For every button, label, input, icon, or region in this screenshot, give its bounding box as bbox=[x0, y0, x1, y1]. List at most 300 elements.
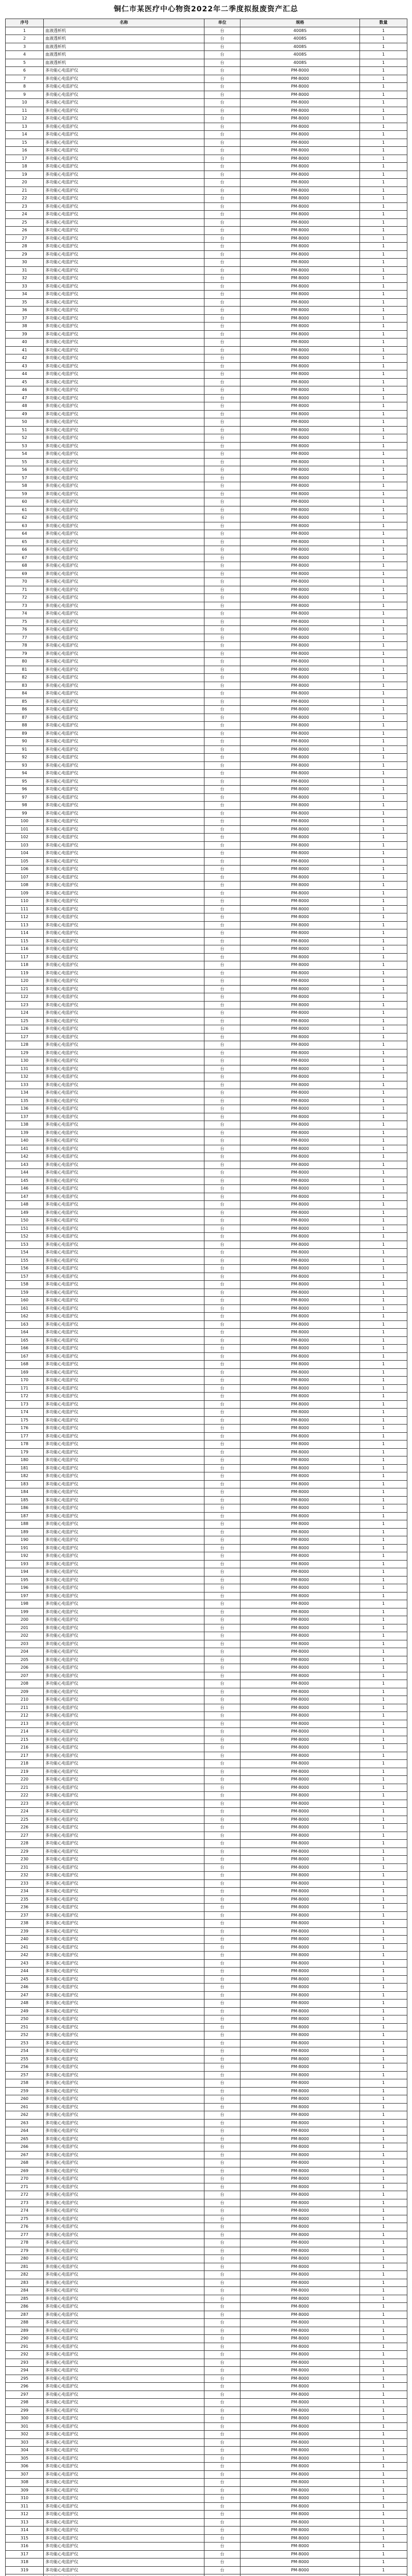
cell-unit: 台 bbox=[204, 2534, 241, 2543]
cell-unit: 台 bbox=[204, 666, 241, 674]
cell-unit: 台 bbox=[204, 698, 241, 706]
table-row bbox=[6, 83, 407, 91]
cell-spec: PM-8000 bbox=[241, 1624, 360, 1632]
cell-unit: 台 bbox=[204, 43, 241, 51]
table-row bbox=[6, 243, 407, 251]
cell-qty: 1 bbox=[360, 913, 407, 922]
table-row bbox=[6, 1137, 407, 1145]
cell-no: 48 bbox=[6, 402, 44, 411]
cell-unit: 台 bbox=[204, 250, 241, 259]
cell-unit: 台 bbox=[204, 1672, 241, 1680]
table-row bbox=[6, 1832, 407, 1840]
cell-no: 214 bbox=[6, 1728, 44, 1736]
cell-unit: 台 bbox=[204, 714, 241, 722]
cell-qty: 1 bbox=[360, 1888, 407, 1896]
table-row bbox=[6, 1472, 407, 1481]
cell-qty: 1 bbox=[360, 43, 407, 51]
table-row bbox=[6, 570, 407, 578]
cell-name: 多功能心电监护仪 bbox=[44, 2015, 204, 2024]
cell-unit: 台 bbox=[204, 866, 241, 874]
cell-qty: 1 bbox=[360, 2231, 407, 2239]
table-row bbox=[6, 1113, 407, 1121]
cell-name: 多功能心电监护仪 bbox=[44, 969, 204, 977]
cell-name: 多功能心电监护仪 bbox=[44, 777, 204, 786]
cell-name: 多功能心电监护仪 bbox=[44, 1984, 204, 1992]
cell-name: 多功能心电监护仪 bbox=[44, 1848, 204, 1856]
cell-spec: PM-8000 bbox=[241, 1936, 360, 1944]
table-row bbox=[6, 1792, 407, 1800]
cell-qty: 1 bbox=[360, 1049, 407, 1057]
cell-name: 多功能心电监护仪 bbox=[44, 147, 204, 155]
cell-unit: 台 bbox=[204, 2447, 241, 2455]
cell-name: 多功能心电监护仪 bbox=[44, 1911, 204, 1920]
cell-spec: PM-8000 bbox=[241, 1696, 360, 1704]
cell-name: 多功能心电监护仪 bbox=[44, 1368, 204, 1377]
header-name: 名称 bbox=[44, 19, 204, 27]
table-row bbox=[6, 1856, 407, 1864]
cell-spec: PM-8000 bbox=[241, 243, 360, 251]
cell-spec: PM-8000 bbox=[241, 2143, 360, 2151]
cell-name: 多功能心电监护仪 bbox=[44, 2470, 204, 2479]
cell-unit: 台 bbox=[204, 202, 241, 211]
cell-no: 147 bbox=[6, 1193, 44, 1201]
cell-no: 102 bbox=[6, 834, 44, 842]
cell-name: 多功能心电监护仪 bbox=[44, 1879, 204, 1888]
cell-spec: PM-8000 bbox=[241, 1416, 360, 1425]
cell-spec: PM-8000 bbox=[241, 1472, 360, 1481]
cell-name: 多功能心电监护仪 bbox=[44, 706, 204, 714]
cell-no: 289 bbox=[6, 2327, 44, 2335]
table-row bbox=[6, 378, 407, 386]
cell-spec: PM-8000 bbox=[241, 155, 360, 163]
cell-unit: 台 bbox=[204, 1432, 241, 1440]
cell-no: 33 bbox=[6, 282, 44, 291]
cell-no: 131 bbox=[6, 1065, 44, 1073]
cell-qty: 1 bbox=[360, 1688, 407, 1696]
cell-name: 多功能心电监护仪 bbox=[44, 1808, 204, 1816]
cell-name: 多功能心电监护仪 bbox=[44, 1425, 204, 1433]
cell-unit: 台 bbox=[204, 897, 241, 906]
cell-unit: 台 bbox=[204, 873, 241, 882]
cell-qty: 1 bbox=[360, 2199, 407, 2207]
cell-no: 11 bbox=[6, 107, 44, 115]
cell-qty: 1 bbox=[360, 1273, 407, 1281]
cell-spec: PM-8000 bbox=[241, 1440, 360, 1449]
cell-qty: 1 bbox=[360, 1528, 407, 1536]
cell-spec: PM-8000 bbox=[241, 195, 360, 203]
cell-qty: 1 bbox=[360, 2319, 407, 2327]
cell-unit: 台 bbox=[204, 1592, 241, 1600]
cell-qty: 1 bbox=[360, 1448, 407, 1456]
cell-name: 多功能心电监护仪 bbox=[44, 1472, 204, 1481]
cell-name: 多功能心电监护仪 bbox=[44, 2327, 204, 2335]
cell-name: 多功能心电监护仪 bbox=[44, 370, 204, 379]
cell-name: 多功能心电监护仪 bbox=[44, 2479, 204, 2487]
cell-name: 多功能心电监护仪 bbox=[44, 155, 204, 163]
table-row bbox=[6, 2479, 407, 2487]
table-row bbox=[6, 1504, 407, 1513]
cell-spec: PM-8000 bbox=[241, 674, 360, 682]
cell-unit: 台 bbox=[204, 1816, 241, 1824]
cell-name: 多功能心电监护仪 bbox=[44, 1576, 204, 1584]
cell-qty: 1 bbox=[360, 227, 407, 235]
cell-spec: PM-8000 bbox=[241, 1728, 360, 1736]
cell-spec: PM-8000 bbox=[241, 1736, 360, 1744]
cell-spec: PM-8000 bbox=[241, 362, 360, 370]
cell-spec: PM-8000 bbox=[241, 562, 360, 570]
table-row bbox=[6, 51, 407, 59]
cell-no: 295 bbox=[6, 2375, 44, 2383]
cell-spec: PM-8000 bbox=[241, 1313, 360, 1321]
cell-unit: 台 bbox=[204, 802, 241, 810]
cell-unit: 台 bbox=[204, 1792, 241, 1800]
table-row bbox=[6, 698, 407, 706]
cell-no: 304 bbox=[6, 2447, 44, 2455]
cell-unit: 台 bbox=[204, 618, 241, 626]
cell-no: 79 bbox=[6, 650, 44, 658]
cell-unit: 台 bbox=[204, 969, 241, 977]
table-row bbox=[6, 634, 407, 642]
cell-spec: PM-8000 bbox=[241, 818, 360, 826]
table-row bbox=[6, 1432, 407, 1440]
cell-no: 88 bbox=[6, 722, 44, 730]
cell-no: 159 bbox=[6, 1289, 44, 1297]
cell-qty: 1 bbox=[360, 554, 407, 562]
table-row bbox=[6, 993, 407, 1002]
cell-name: 多功能心电监护仪 bbox=[44, 1863, 204, 1872]
cell-name: 多功能心电监护仪 bbox=[44, 1616, 204, 1624]
cell-unit: 台 bbox=[204, 1863, 241, 1872]
cell-spec: PM-8000 bbox=[241, 1616, 360, 1624]
cell-qty: 1 bbox=[360, 275, 407, 283]
cell-qty: 1 bbox=[360, 1089, 407, 1097]
cell-no: 285 bbox=[6, 2295, 44, 2303]
cell-spec: PM-8000 bbox=[241, 2079, 360, 2088]
cell-no: 98 bbox=[6, 802, 44, 810]
cell-unit: 台 bbox=[204, 1872, 241, 1880]
table-row bbox=[6, 1105, 407, 1113]
cell-no: 43 bbox=[6, 362, 44, 370]
cell-spec: PM-8000 bbox=[241, 1241, 360, 1249]
table-row bbox=[6, 2311, 407, 2319]
cell-name: 多功能心电监护仪 bbox=[44, 275, 204, 283]
cell-spec: PM-8000 bbox=[241, 91, 360, 99]
cell-qty: 1 bbox=[360, 1137, 407, 1145]
table-row bbox=[6, 953, 407, 961]
cell-unit: 台 bbox=[204, 1856, 241, 1864]
cell-name: 多功能心电监护仪 bbox=[44, 945, 204, 954]
cell-name: 多功能心电监护仪 bbox=[44, 809, 204, 818]
table-row bbox=[6, 722, 407, 730]
cell-spec: PM-8000 bbox=[241, 2231, 360, 2239]
cell-qty: 1 bbox=[360, 1895, 407, 1904]
cell-unit: 台 bbox=[204, 1512, 241, 1520]
cell-no: 251 bbox=[6, 2023, 44, 2031]
cell-no: 243 bbox=[6, 1959, 44, 1968]
cell-spec: PM-8000 bbox=[241, 202, 360, 211]
cell-name: 多功能心电监护仪 bbox=[44, 1520, 204, 1529]
cell-name: 多功能心电监护仪 bbox=[44, 802, 204, 810]
cell-qty: 1 bbox=[360, 2391, 407, 2399]
cell-unit: 台 bbox=[204, 1241, 241, 1249]
cell-unit: 台 bbox=[204, 243, 241, 251]
cell-no: 69 bbox=[6, 570, 44, 578]
table-row bbox=[6, 1888, 407, 1896]
cell-qty: 1 bbox=[360, 1033, 407, 1041]
table-row bbox=[6, 913, 407, 922]
table-row bbox=[6, 1520, 407, 1529]
cell-unit: 台 bbox=[204, 1289, 241, 1297]
table-row bbox=[6, 530, 407, 538]
cell-name: 多功能心电监护仪 bbox=[44, 1991, 204, 1999]
cell-qty: 1 bbox=[360, 897, 407, 906]
cell-no: 38 bbox=[6, 323, 44, 331]
table-row bbox=[6, 857, 407, 866]
cell-name: 多功能心电监护仪 bbox=[44, 307, 204, 315]
cell-name: 多功能心电监护仪 bbox=[44, 1464, 204, 1472]
cell-spec: PM-8000 bbox=[241, 2167, 360, 2175]
table-row bbox=[6, 1057, 407, 1065]
cell-no: 185 bbox=[6, 1496, 44, 1504]
cell-qty: 1 bbox=[360, 1073, 407, 1081]
cell-spec: PM-8000 bbox=[241, 642, 360, 650]
cell-qty: 1 bbox=[360, 1400, 407, 1409]
table-row bbox=[6, 850, 407, 858]
table-row bbox=[6, 2087, 407, 2095]
table-row bbox=[6, 139, 407, 147]
cell-name: 多功能心电监护仪 bbox=[44, 1009, 204, 1018]
cell-no: 72 bbox=[6, 594, 44, 602]
cell-name: 多功能心电监护仪 bbox=[44, 1320, 204, 1329]
cell-name: 多功能心电监护仪 bbox=[44, 1544, 204, 1552]
cell-qty: 1 bbox=[360, 2518, 407, 2527]
cell-name: 血液透析机 bbox=[44, 43, 204, 51]
cell-qty: 1 bbox=[360, 1209, 407, 1217]
cell-name: 多功能心电监护仪 bbox=[44, 857, 204, 866]
table-row bbox=[6, 1161, 407, 1169]
cell-name: 多功能心电监护仪 bbox=[44, 91, 204, 99]
cell-no: 128 bbox=[6, 1041, 44, 1049]
cell-name: 多功能心电监护仪 bbox=[44, 2087, 204, 2095]
table-row bbox=[6, 1648, 407, 1656]
cell-no: 135 bbox=[6, 1097, 44, 1105]
cell-unit: 台 bbox=[204, 1257, 241, 1265]
cell-spec: PM-8000 bbox=[241, 730, 360, 738]
cell-spec: PM-8000 bbox=[241, 977, 360, 986]
cell-spec: PM-8000 bbox=[241, 2255, 360, 2263]
cell-qty: 1 bbox=[360, 2087, 407, 2095]
cell-no: 85 bbox=[6, 698, 44, 706]
cell-qty: 1 bbox=[360, 977, 407, 986]
cell-name: 多功能心电监护仪 bbox=[44, 618, 204, 626]
cell-no: 114 bbox=[6, 929, 44, 938]
cell-no: 34 bbox=[6, 291, 44, 299]
cell-spec: PM-8000 bbox=[241, 259, 360, 267]
cell-no: 193 bbox=[6, 1560, 44, 1568]
cell-name: 多功能心电监护仪 bbox=[44, 1329, 204, 1337]
cell-qty: 1 bbox=[360, 139, 407, 147]
table-row bbox=[6, 666, 407, 674]
cell-spec: PM-8000 bbox=[241, 2175, 360, 2183]
cell-spec: PM-8000 bbox=[241, 889, 360, 897]
cell-name: 多功能心电监护仪 bbox=[44, 1832, 204, 1840]
table-row bbox=[6, 562, 407, 570]
cell-qty: 1 bbox=[360, 2399, 407, 2407]
cell-qty: 1 bbox=[360, 1225, 407, 1233]
cell-unit: 台 bbox=[204, 2167, 241, 2175]
cell-spec: PM-8000 bbox=[241, 2375, 360, 2383]
cell-name: 多功能心电监护仪 bbox=[44, 2127, 204, 2136]
cell-qty: 1 bbox=[360, 1840, 407, 1848]
cell-name: 多功能心电监护仪 bbox=[44, 1105, 204, 1113]
cell-name: 多功能心电监护仪 bbox=[44, 1289, 204, 1297]
cell-spec: PM-8000 bbox=[241, 1800, 360, 1808]
cell-name: 多功能心电监护仪 bbox=[44, 530, 204, 538]
cell-no: 37 bbox=[6, 314, 44, 323]
cell-name: 多功能心电监护仪 bbox=[44, 402, 204, 411]
cell-spec: PM-8000 bbox=[241, 825, 360, 834]
cell-name: 多功能心电监护仪 bbox=[44, 458, 204, 466]
cell-spec: PM-8000 bbox=[241, 738, 360, 746]
cell-spec: PM-8000 bbox=[241, 850, 360, 858]
cell-qty: 1 bbox=[360, 738, 407, 746]
cell-name: 多功能心电监护仪 bbox=[44, 1416, 204, 1425]
cell-qty: 1 bbox=[360, 1792, 407, 1800]
cell-unit: 台 bbox=[204, 1784, 241, 1792]
cell-name: 多功能心电监护仪 bbox=[44, 953, 204, 961]
cell-spec: PM-8000 bbox=[241, 2463, 360, 2471]
cell-spec: PM-8000 bbox=[241, 2367, 360, 2375]
table-row bbox=[6, 2367, 407, 2375]
cell-no: 211 bbox=[6, 1704, 44, 1712]
cell-unit: 台 bbox=[204, 139, 241, 147]
cell-name: 多功能心电监护仪 bbox=[44, 698, 204, 706]
cell-name: 多功能心电监护仪 bbox=[44, 2215, 204, 2223]
cell-no: 3 bbox=[6, 43, 44, 51]
cell-name: 多功能心电监护仪 bbox=[44, 2383, 204, 2391]
cell-unit: 台 bbox=[204, 1345, 241, 1353]
table-row bbox=[6, 115, 407, 123]
cell-no: 273 bbox=[6, 2199, 44, 2207]
cell-spec: PM-8000 bbox=[241, 1664, 360, 1672]
table-row bbox=[6, 802, 407, 810]
table-row bbox=[6, 1193, 407, 1201]
cell-unit: 台 bbox=[204, 498, 241, 506]
cell-qty: 1 bbox=[360, 1816, 407, 1824]
cell-qty: 1 bbox=[360, 2095, 407, 2104]
cell-unit: 台 bbox=[204, 1520, 241, 1529]
cell-qty: 1 bbox=[360, 2079, 407, 2088]
cell-name: 多功能心电监护仪 bbox=[44, 234, 204, 243]
cell-name: 多功能心电监护仪 bbox=[44, 259, 204, 267]
cell-unit: 台 bbox=[204, 1680, 241, 1688]
cell-name: 多功能心电监护仪 bbox=[44, 961, 204, 970]
cell-no: 179 bbox=[6, 1448, 44, 1456]
cell-unit: 台 bbox=[204, 1137, 241, 1145]
cell-unit: 台 bbox=[204, 2183, 241, 2191]
cell-qty: 1 bbox=[360, 202, 407, 211]
cell-unit: 台 bbox=[204, 1361, 241, 1369]
table-row bbox=[6, 1049, 407, 1057]
cell-no: 309 bbox=[6, 2486, 44, 2495]
cell-qty: 1 bbox=[360, 1329, 407, 1337]
cell-qty: 1 bbox=[360, 1129, 407, 1137]
cell-no: 291 bbox=[6, 2343, 44, 2351]
cell-spec: PM-8000 bbox=[241, 275, 360, 283]
cell-qty: 1 bbox=[360, 2055, 407, 2063]
cell-qty: 1 bbox=[360, 2359, 407, 2367]
cell-no: 63 bbox=[6, 522, 44, 530]
cell-qty: 1 bbox=[360, 195, 407, 203]
cell-qty: 1 bbox=[360, 1856, 407, 1864]
cell-name: 多功能心电监护仪 bbox=[44, 1664, 204, 1672]
cell-spec: PM-8000 bbox=[241, 1432, 360, 1440]
cell-qty: 1 bbox=[360, 658, 407, 666]
table-row bbox=[6, 2550, 407, 2558]
cell-unit: 台 bbox=[204, 1975, 241, 1984]
cell-qty: 1 bbox=[360, 754, 407, 762]
cell-qty: 1 bbox=[360, 2271, 407, 2279]
cell-unit: 台 bbox=[204, 594, 241, 602]
cell-spec: PM-8000 bbox=[241, 754, 360, 762]
cell-unit: 台 bbox=[204, 1145, 241, 1153]
cell-unit: 台 bbox=[204, 2438, 241, 2447]
cell-name: 多功能心电监护仪 bbox=[44, 2191, 204, 2199]
table-row bbox=[6, 442, 407, 450]
cell-unit: 台 bbox=[204, 2151, 241, 2159]
cell-name: 多功能心电监护仪 bbox=[44, 202, 204, 211]
cell-qty: 1 bbox=[360, 1576, 407, 1584]
cell-spec: PM-8000 bbox=[241, 2287, 360, 2295]
cell-spec: PM-8000 bbox=[241, 1393, 360, 1401]
cell-unit: 台 bbox=[204, 1320, 241, 1329]
cell-unit: 台 bbox=[204, 562, 241, 570]
table-row bbox=[6, 2495, 407, 2503]
cell-qty: 1 bbox=[360, 1608, 407, 1616]
cell-name: 多功能心电监护仪 bbox=[44, 650, 204, 658]
table-row bbox=[6, 2223, 407, 2231]
cell-qty: 1 bbox=[360, 2047, 407, 2056]
cell-qty: 1 bbox=[360, 1153, 407, 1161]
cell-name: 多功能心电监护仪 bbox=[44, 1345, 204, 1353]
table-row bbox=[6, 2047, 407, 2056]
cell-unit: 台 bbox=[204, 1097, 241, 1105]
cell-name: 多功能心电监护仪 bbox=[44, 866, 204, 874]
table-row bbox=[6, 434, 407, 443]
cell-name: 多功能心电监护仪 bbox=[44, 929, 204, 938]
cell-qty: 1 bbox=[360, 123, 407, 131]
cell-name: 多功能心电监护仪 bbox=[44, 1920, 204, 1928]
cell-spec: PM-8000 bbox=[241, 2271, 360, 2279]
cell-spec: 4008S bbox=[241, 59, 360, 67]
cell-no: 68 bbox=[6, 562, 44, 570]
cell-name: 多功能心电监护仪 bbox=[44, 897, 204, 906]
cell-name: 多功能心电监护仪 bbox=[44, 1872, 204, 1880]
cell-unit: 台 bbox=[204, 857, 241, 866]
cell-name: 血液透析机 bbox=[44, 51, 204, 59]
cell-unit: 台 bbox=[204, 442, 241, 450]
cell-qty: 1 bbox=[360, 698, 407, 706]
cell-name: 多功能心电监护仪 bbox=[44, 745, 204, 754]
cell-no: 126 bbox=[6, 1025, 44, 1033]
cell-spec: PM-8000 bbox=[241, 546, 360, 554]
cell-no: 29 bbox=[6, 250, 44, 259]
cell-qty: 1 bbox=[360, 1943, 407, 1952]
cell-no: 123 bbox=[6, 1001, 44, 1009]
table-row bbox=[6, 2406, 407, 2415]
cell-qty: 1 bbox=[360, 1736, 407, 1744]
cell-unit: 台 bbox=[204, 2063, 241, 2072]
